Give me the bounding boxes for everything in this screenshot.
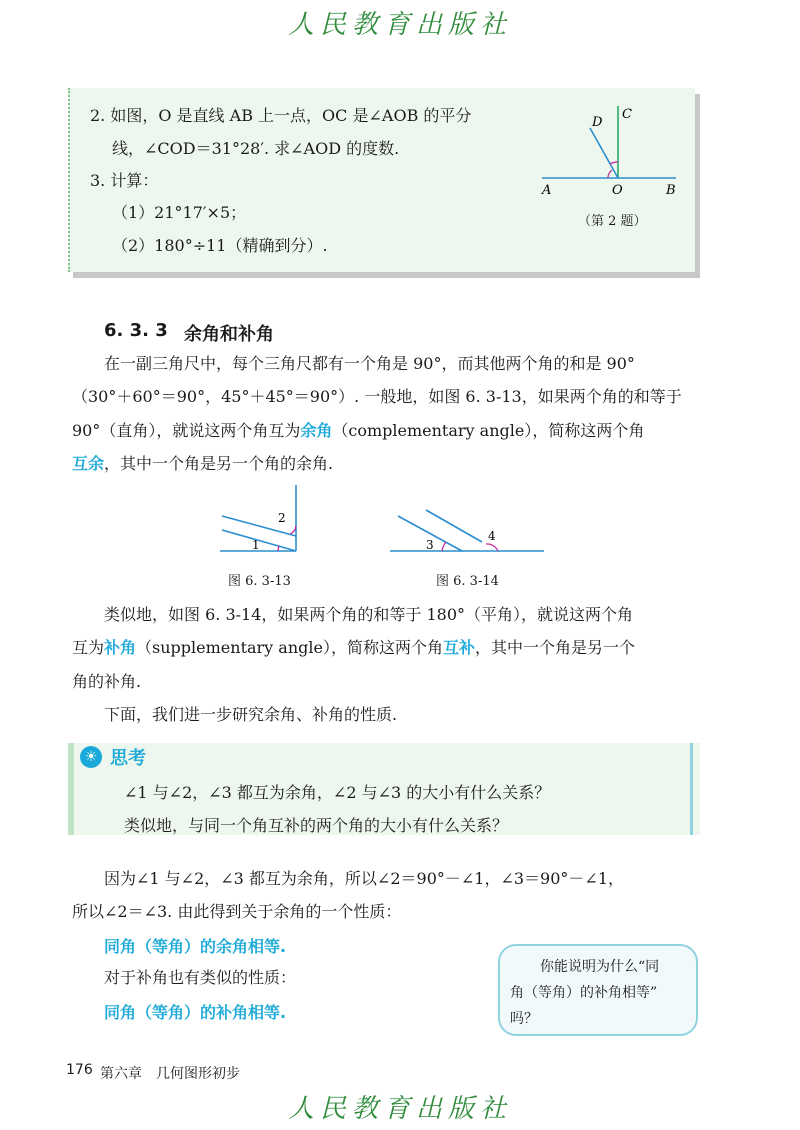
think-line2: 类似地，与同一个角互补的两个角的大小有什么关系？	[124, 816, 509, 835]
label-a: A	[542, 183, 552, 198]
section-number: 6. 3. 3	[104, 320, 168, 341]
fig13-caption: 图 6. 3-13	[228, 574, 291, 589]
publisher-header: 人民教育出版社	[287, 10, 512, 40]
fig14-caption: 图 6. 3-14	[436, 574, 499, 589]
think-box-right-border	[690, 743, 693, 835]
lightbulb-icon: ☀	[80, 746, 102, 768]
section-title: 余角和补角	[184, 324, 274, 345]
angle-aod-arc	[608, 170, 612, 178]
exercise-q2-line1: 2. 如图，O 是直线 AB 上一点，OC 是∠AOB 的平分	[90, 106, 472, 125]
property-supplementary: 同角（等角）的补角相等.	[104, 1003, 287, 1022]
fig14-label-4: 4	[488, 529, 496, 543]
term-complementary: 余角	[300, 421, 333, 440]
angle-cod-arc	[610, 162, 618, 164]
para1-line4	[72, 453, 333, 475]
para4-line2: 所以∠2＝∠3. 由此得到关于余角的一个性质：	[72, 902, 402, 921]
figures-6-3-13-14	[214, 480, 554, 560]
term-complementary-short: 互余	[72, 454, 105, 473]
label-c: C	[622, 107, 632, 122]
bubble-line1: 你能说明为什么“同	[540, 959, 660, 975]
term-supplementary-short: 互补	[442, 638, 475, 657]
para2-line2-c: ，其中一个角是另一个	[475, 638, 636, 657]
fig14-ray2	[426, 510, 482, 542]
para1-line3-b: （complementary angle），简称这两个角	[332, 421, 645, 440]
exercise-q2-line2: 线，∠COD＝31°28′. 求∠AOD 的度数.	[112, 139, 400, 158]
label-o: O	[612, 183, 623, 198]
para1-line4-b: ，其中一个角是另一个角的余角.	[104, 454, 334, 473]
para2-line3: 角的补角.	[72, 672, 142, 691]
exercise-figure-caption: （第 2 题）	[578, 214, 647, 229]
fig14-angle4-arc	[486, 544, 498, 551]
label-d: D	[592, 115, 603, 130]
para1-line1: 在一副三角尺中，每个三角尺都有一个角是 90°，而其他两个角的和是 90°	[104, 354, 635, 373]
exercise-figure	[536, 100, 686, 200]
ray-od	[590, 128, 618, 178]
think-line1: ∠1 与∠2，∠3 都互为余角，∠2 与∠3 的大小有什么关系？	[124, 783, 551, 802]
publisher-footer: 人民教育出版社	[287, 1094, 512, 1124]
para2-line2	[72, 637, 635, 659]
fig14-label-3: 3	[426, 538, 434, 552]
property-complementary: 同角（等角）的余角相等.	[104, 937, 287, 956]
exercise-q3-1: （1）21°17′×5；	[112, 203, 247, 222]
page-number: 176	[66, 1062, 93, 1078]
para2-line1: 类似地，如图 6. 3-14，如果两个角的和等于 180°（平角），就说这两个角	[104, 605, 634, 624]
fig13-angle2-arc	[290, 526, 296, 534]
para1-line2: （30°＋60°＝90°，45°＋45°＝90°）. 一般地，如图 6. 3-13，如果两个角的和等于	[72, 387, 682, 406]
fig13-label-2: 2	[278, 511, 286, 525]
bubble-line3: 吗？	[510, 1011, 538, 1027]
exercise-q3-title: 3. 计算：	[90, 171, 159, 190]
fig13-label-1: 1	[252, 538, 260, 552]
para2-line2-a: 互为	[72, 638, 105, 657]
think-title: 思考	[110, 748, 146, 769]
para5: 对于补角也有类似的性质：	[104, 968, 297, 987]
exercise-q3-2: （2）180°÷11（精确到分）.	[112, 236, 328, 255]
para4-line1: 因为∠1 与∠2，∠3 都互为余角，所以∠2＝90°－∠1，∠3＝90°－∠1，	[104, 869, 624, 888]
para1-line3-a: 90°（直角），就说这两个角互为	[72, 421, 301, 440]
para1-line3	[72, 420, 644, 442]
term-supplementary: 补角	[104, 638, 137, 657]
chapter-title: 第六章 几何图形初步	[100, 1066, 240, 1082]
label-b: B	[666, 183, 676, 198]
para2-line2-b: （supplementary angle），简称这两个角	[136, 638, 443, 657]
bubble-line2: 角（等角）的补角相等”	[510, 985, 658, 1001]
fig14-angle3-arc	[442, 542, 446, 551]
para3: 下面，我们进一步研究余角、补角的性质.	[104, 705, 398, 724]
